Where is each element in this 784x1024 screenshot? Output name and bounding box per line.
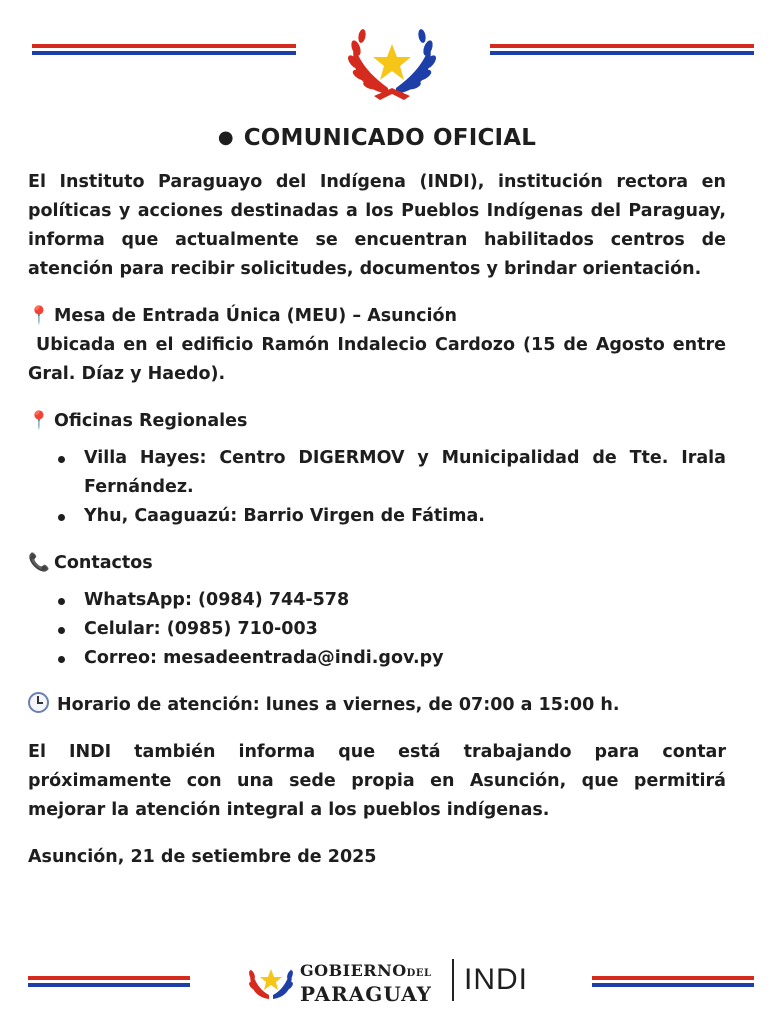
- list-item: Villa Hayes: Centro DIGERMOV y Municipalidad de Tte. Irala Fernández.: [56, 444, 726, 502]
- list-item: Yhu, Caaguazú: Barrio Virgen de Fátima.: [56, 502, 726, 531]
- closing-paragraph: El INDI también informa que está trabajando para contar próximamente con una sede propia en Asunción, que permitirá mejorar la atención integral a los pueblos indígenas.: [28, 742, 726, 820]
- list-item: Correo: mesadeentrada@indi.gov.py: [56, 644, 726, 673]
- paraguay-emblem-icon: [344, 14, 440, 104]
- contacts-list: [28, 586, 726, 673]
- flag-stripes-top-left: [32, 44, 296, 58]
- regional-list: [28, 444, 726, 531]
- contacts-section: [28, 549, 726, 673]
- list-item: Celular: (0985) 710-003: [56, 615, 726, 644]
- indi-logo: INDI: [464, 963, 528, 996]
- contacts-heading: Contactos: [54, 553, 153, 573]
- phone-icon: 📞: [28, 553, 50, 573]
- communique-body: [28, 122, 726, 872]
- regional-heading: Oficinas Regionales: [54, 411, 248, 431]
- clock-icon: [28, 692, 49, 713]
- meu-address: Ubicada en el edificio Ramón Indalecio Cardozo (15 de Agosto entre Gral. Díaz y Haedo).: [28, 335, 726, 384]
- flag-stripes-bottom-right: [592, 976, 754, 990]
- location-pin-icon: 📍: [28, 306, 50, 326]
- title-bullet-icon: ●: [217, 127, 234, 148]
- flag-stripes-bottom-left: [28, 976, 190, 990]
- flag-stripes-top-right: [490, 44, 754, 58]
- page-title: [28, 122, 726, 154]
- government-wordmark: [300, 961, 432, 1004]
- location-pin-icon: 📍: [28, 411, 50, 431]
- paraguay-emblem-icon: [246, 957, 296, 1003]
- schedule-text: Horario de atención: lunes a viernes, de 07:00 a 15:00 h.: [57, 695, 620, 715]
- meu-heading: Mesa de Entrada Única (MEU) – Asunción: [54, 306, 457, 326]
- gov-line-1-small: DEL: [406, 968, 432, 979]
- meu-section: [28, 302, 726, 389]
- regional-section: [28, 407, 726, 531]
- gov-line-1: GOBIERNO: [300, 961, 407, 980]
- schedule-line: [28, 691, 726, 720]
- footer-divider: [452, 959, 454, 1001]
- footer-logos: [246, 955, 546, 1007]
- date-line: Asunción, 21 de setiembre de 2025: [28, 847, 377, 867]
- gov-line-2: PARAGUAY: [300, 982, 432, 1006]
- title-text: COMUNICADO OFICIAL: [243, 125, 537, 151]
- list-item: WhatsApp: (0984) 744-578: [56, 586, 726, 615]
- intro-paragraph: El Instituto Paraguayo del Indígena (INDI), institución rectora en políticas y acciones destinadas a los Pueblos Indígenas del Paraguay, informa que actualmente se encuentran habilitados centros de atención para recibir solicitudes, documentos y brindar orientación.: [28, 172, 726, 279]
